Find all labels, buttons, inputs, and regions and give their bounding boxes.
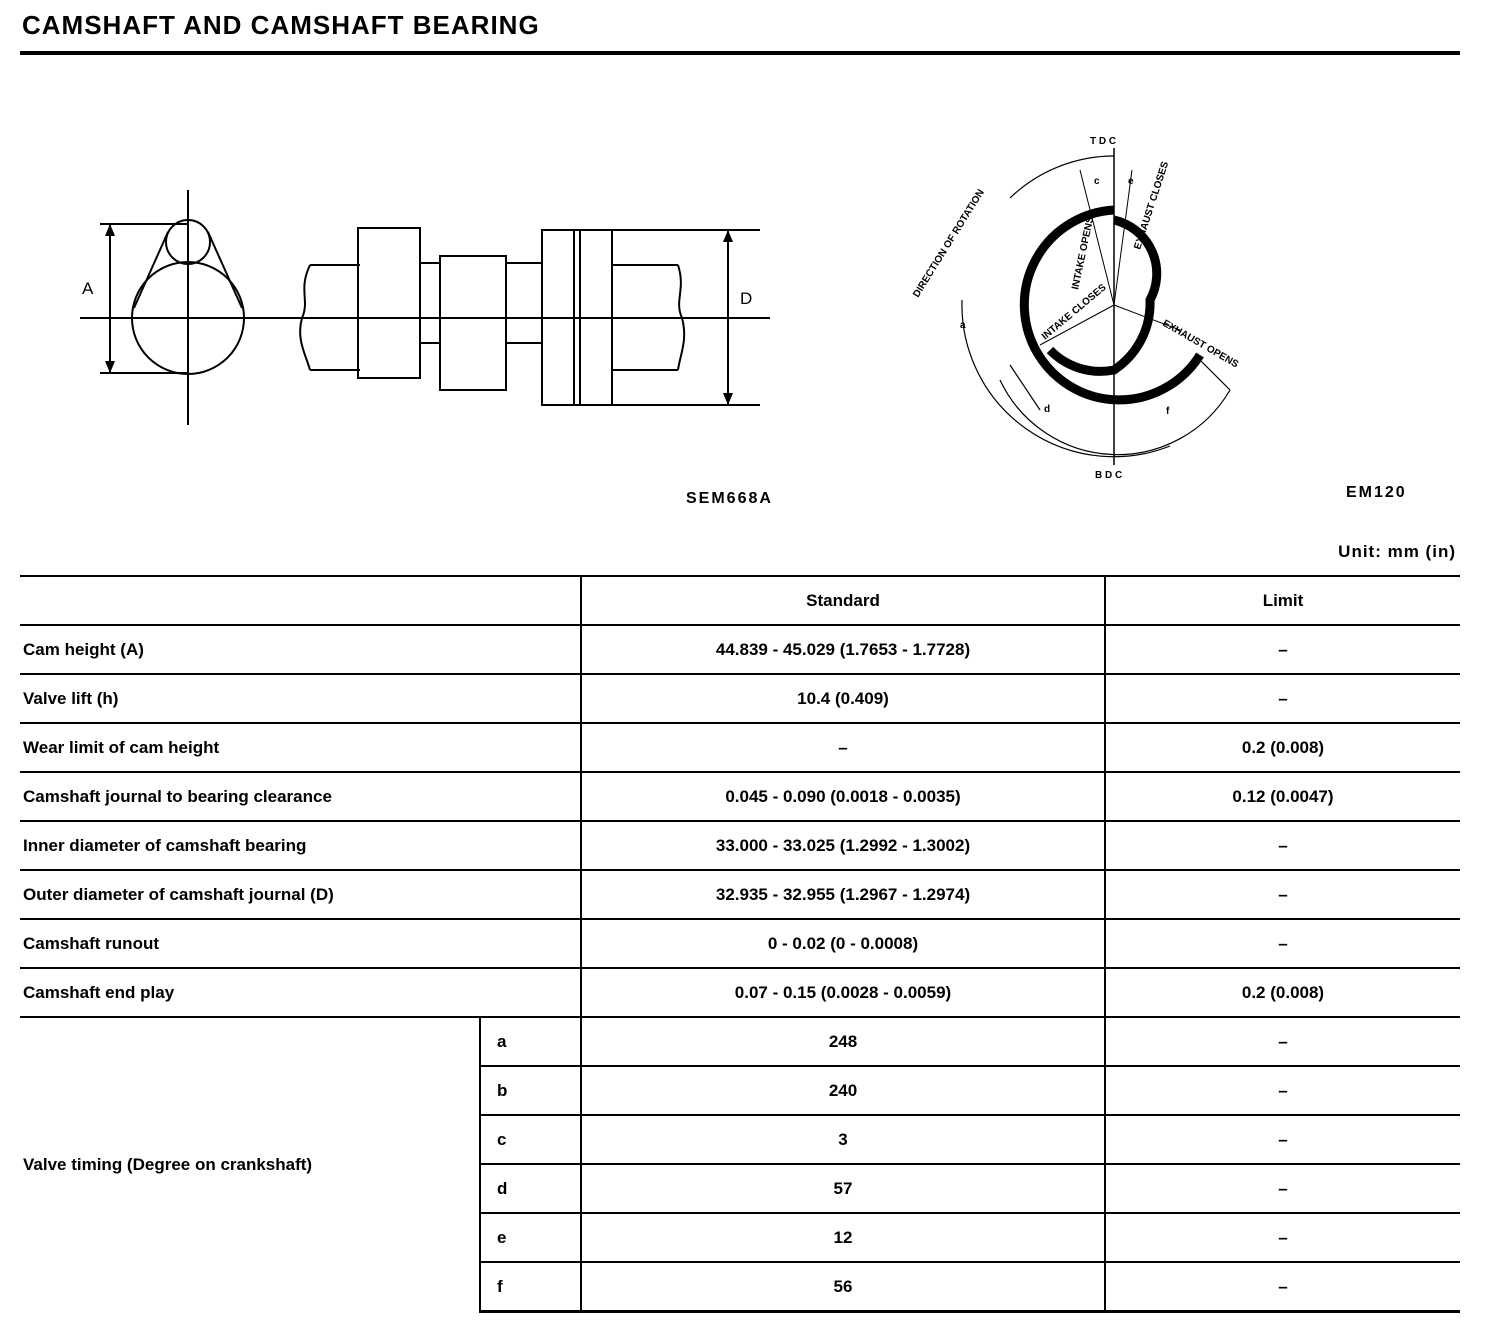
table-row [20, 968, 1460, 1017]
row-limit: 0.2 (0.008) [1105, 723, 1460, 772]
table-row [20, 821, 1460, 870]
dimension-d-label: D [740, 289, 753, 308]
timing-sub: e [480, 1213, 581, 1262]
table-row [20, 870, 1460, 919]
row-standard: – [581, 723, 1105, 772]
header-standard: Standard [581, 576, 1105, 625]
row-limit: – [1105, 821, 1460, 870]
row-item: Valve lift (h) [20, 674, 581, 723]
spec-table [20, 575, 1460, 1313]
timing-sub: d [480, 1164, 581, 1213]
camshaft-figure [60, 180, 780, 440]
direction-label: DIRECTION OF ROTATION [911, 187, 987, 300]
row-item: Wear limit of cam height [20, 723, 581, 772]
row-limit: – [1105, 870, 1460, 919]
row-standard: 10.4 (0.409) [581, 674, 1105, 723]
row-limit: 0.12 (0.0047) [1105, 772, 1460, 821]
letter-e: e [1128, 176, 1134, 187]
valve-timing-figure [900, 120, 1300, 490]
row-standard: 0.07 - 0.15 (0.0028 - 0.0059) [581, 968, 1105, 1017]
timing-standard: 248 [581, 1017, 1105, 1066]
row-standard: 44.839 - 45.029 (1.7653 - 1.7728) [581, 625, 1105, 674]
row-limit: – [1105, 625, 1460, 674]
timing-standard: 57 [581, 1164, 1105, 1213]
timing-limit: – [1105, 1017, 1460, 1066]
timing-figure-code: EM120 [1346, 484, 1407, 501]
row-limit: 0.2 (0.008) [1105, 968, 1460, 1017]
row-item: Outer diameter of camshaft journal (D) [20, 870, 581, 919]
exhaust-opens-label: EXHAUST OPENS [1160, 318, 1241, 371]
valve-timing-label: Valve timing (Degree on crankshaft) [20, 1017, 480, 1312]
row-item: Camshaft end play [20, 968, 581, 1017]
table-row [20, 625, 1460, 674]
unit-note: Unit: mm (in) [1338, 542, 1456, 561]
letter-d: d [1044, 404, 1051, 415]
timing-standard: 12 [581, 1213, 1105, 1262]
table-row [20, 919, 1460, 968]
timing-limit: – [1105, 1213, 1460, 1262]
header-limit: Limit [1105, 576, 1460, 625]
row-item: Inner diameter of camshaft bearing [20, 821, 581, 870]
valve-timing-row [20, 1017, 1460, 1066]
intake-opens-label: INTAKE OPENS [1070, 215, 1097, 291]
row-standard: 33.000 - 33.025 (1.2992 - 1.3002) [581, 821, 1105, 870]
timing-standard: 3 [581, 1115, 1105, 1164]
timing-limit: – [1105, 1262, 1460, 1312]
row-item: Cam height (A) [20, 625, 581, 674]
letter-c: c [1094, 176, 1100, 187]
letter-b: b [1145, 298, 1152, 309]
row-item: Camshaft journal to bearing clearance [20, 772, 581, 821]
timing-limit: – [1105, 1115, 1460, 1164]
timing-sub: b [480, 1066, 581, 1115]
timing-limit: – [1105, 1164, 1460, 1213]
row-standard: 0 - 0.02 (0 - 0.0008) [581, 919, 1105, 968]
table-row [20, 772, 1460, 821]
dimension-a-label: A [82, 279, 94, 298]
table-header-row [20, 576, 1460, 625]
timing-sub: f [480, 1262, 581, 1312]
row-item: Camshaft runout [20, 919, 581, 968]
camshaft-figure-code: SEM668A [686, 490, 773, 507]
timing-limit: – [1105, 1066, 1460, 1115]
header-item [20, 576, 581, 625]
timing-sub: c [480, 1115, 581, 1164]
letter-f: f [1166, 406, 1170, 417]
title-rule [20, 51, 1460, 55]
row-standard: 0.045 - 0.090 (0.0018 - 0.0035) [581, 772, 1105, 821]
tdc-label: T D C [1090, 136, 1117, 147]
page-title: CAMSHAFT AND CAMSHAFT BEARING [22, 10, 540, 40]
bdc-label: B D C [1095, 470, 1123, 481]
timing-standard: 56 [581, 1262, 1105, 1312]
intake-closes-label: INTAKE CLOSES [1039, 282, 1109, 343]
exhaust-closes-label: EXHAUST CLOSES [1132, 160, 1172, 251]
timing-standard: 240 [581, 1066, 1105, 1115]
row-limit: – [1105, 674, 1460, 723]
timing-sub: a [480, 1017, 581, 1066]
table-row [20, 723, 1460, 772]
table-row [20, 674, 1460, 723]
row-limit: – [1105, 919, 1460, 968]
letter-a: a [960, 320, 966, 331]
row-standard: 32.935 - 32.955 (1.2967 - 1.2974) [581, 870, 1105, 919]
